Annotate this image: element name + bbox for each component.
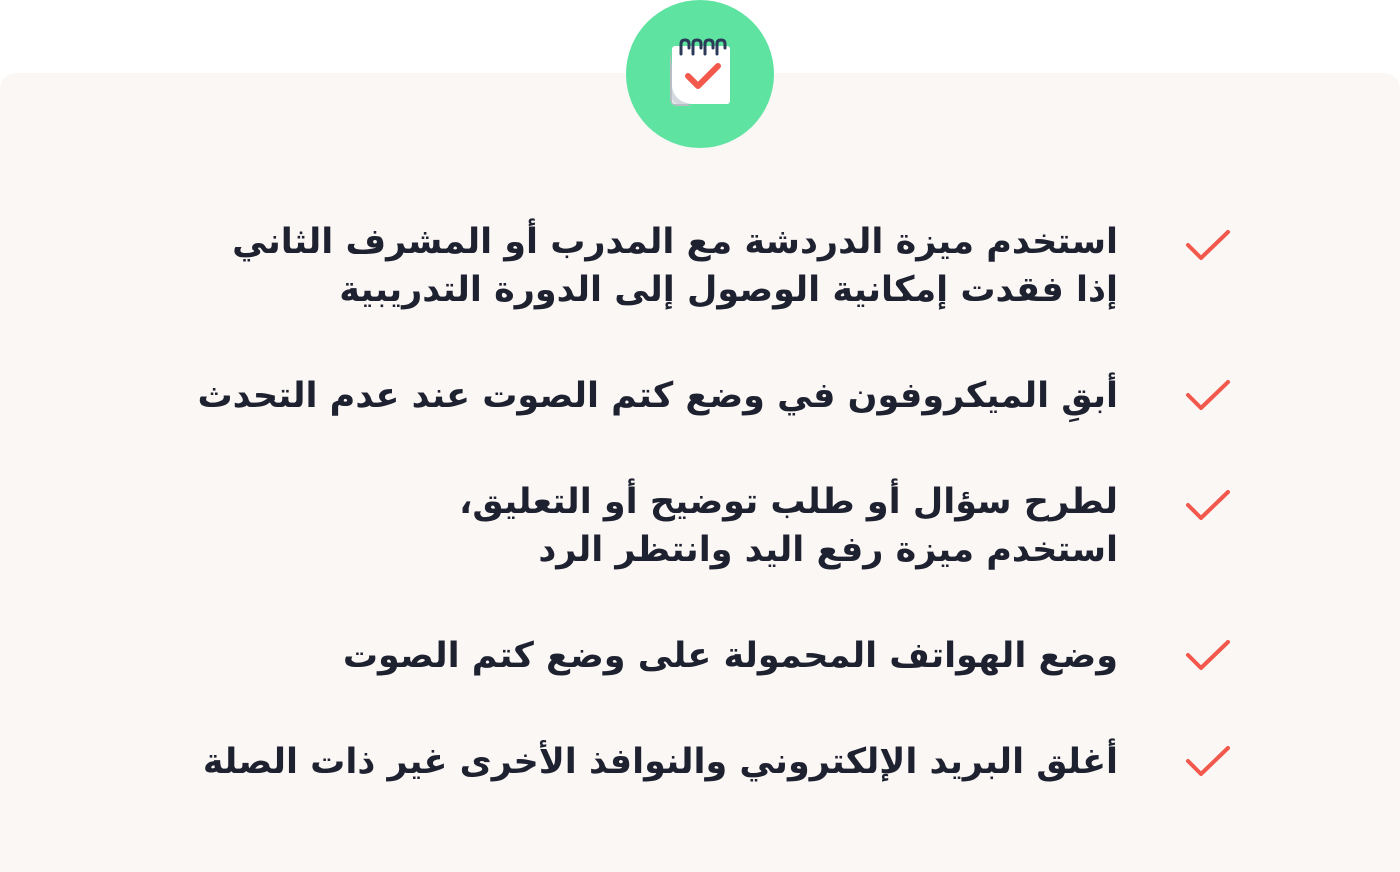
check-icon	[1184, 744, 1232, 780]
list-item-text: لطرح سؤال أو طلب توضيح أو التعليق، استخدم ميزة رفع اليد وانتظر الرد	[459, 482, 1118, 570]
header-badge	[626, 0, 774, 148]
list-item-text: استخدم ميزة الدردشة مع المدرب أو المشرف الثاني إذا فقدت إمكانية الوصول إلى الدورة التدريبية	[232, 222, 1118, 310]
check-icon	[1184, 378, 1232, 414]
list-item-text: وضع الهواتف المحمولة على وضع كتم الصوت	[342, 636, 1118, 676]
check-icon	[1184, 488, 1232, 524]
list-item-text: أغلق البريد الإلكتروني والنوافذ الأخرى غير ذات الصلة	[202, 742, 1118, 782]
check-icon	[1184, 228, 1232, 264]
list-item-text: أبقِ الميكروفون في وضع كتم الصوت عند عدم التحدث	[197, 376, 1118, 416]
calendar-check-icon	[664, 36, 736, 112]
check-icon	[1184, 638, 1232, 674]
